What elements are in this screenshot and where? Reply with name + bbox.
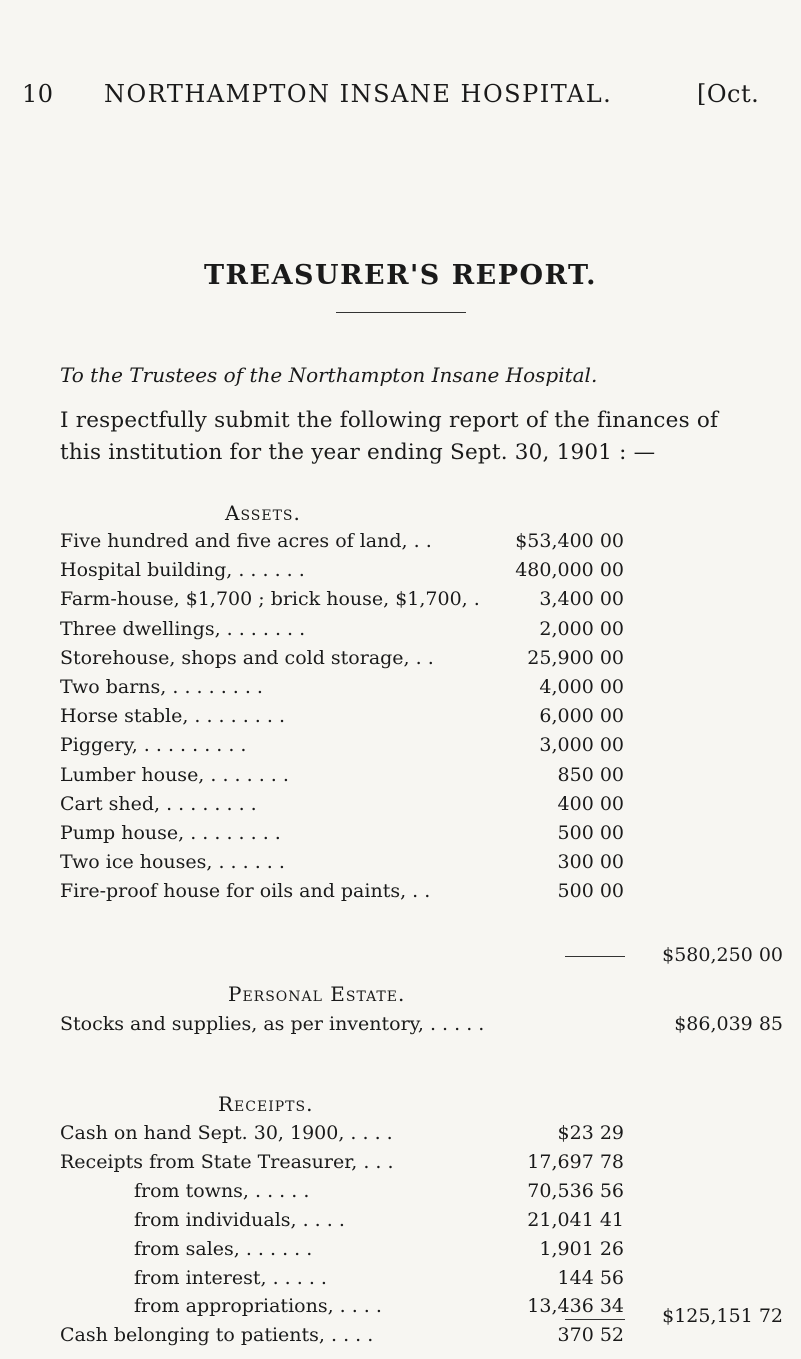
row-amount: 144 56	[557, 1266, 624, 1289]
salutation: To the Trustees of the Northampton Insane Hospital.	[60, 363, 598, 387]
table-row	[0, 618, 801, 648]
row-label: Farm-house, $1,700 ; brick house, $1,700, .	[60, 588, 480, 611]
row-label: Pump house, . . . . . . . .	[60, 822, 281, 844]
table-row	[0, 822, 801, 852]
table-row	[0, 530, 801, 560]
assets-total-rule	[565, 956, 625, 957]
row-amount: 400 00	[557, 792, 624, 815]
row-label: Horse stable, . . . . . . . .	[60, 705, 285, 728]
table-row	[0, 1324, 801, 1354]
assets-heading: Assets.	[225, 501, 301, 525]
receipts-total-rule	[565, 1319, 625, 1320]
row-amount: $53,400 00	[515, 530, 624, 552]
row-amount: 1,901 26	[539, 1237, 624, 1260]
table-row	[0, 647, 801, 677]
table-row	[0, 705, 801, 735]
personal-estate-total: $86,039 85	[674, 1013, 783, 1035]
row-label: Piggery, . . . . . . . . .	[60, 734, 247, 757]
running-title: NORTHAMPTON INSANE HOSPITAL.	[104, 80, 613, 108]
row-label: Two barns, . . . . . . . .	[60, 676, 263, 698]
table-row	[0, 559, 801, 589]
row-label: Cart shed, . . . . . . . .	[60, 792, 257, 815]
row-amount: 480,000 00	[515, 559, 624, 582]
row-amount: 13,436 34	[527, 1295, 624, 1318]
intro-line-2: this institution for the year ending Sept. 30, 1901 : —	[60, 440, 656, 465]
receipts-heading: Receipts.	[218, 1092, 314, 1116]
row-label: from sales, . . . . . .	[134, 1237, 313, 1260]
table-row	[0, 880, 801, 910]
table-row	[0, 1238, 801, 1268]
title-rule	[336, 312, 466, 313]
row-label: Receipts from State Treasurer, . . .	[60, 1150, 394, 1173]
intro-line-1: I respectfully submit the following report of the finances of	[60, 408, 719, 433]
row-amount: 3,400 00	[539, 588, 624, 611]
row-label: Five hundred and five acres of land, . .	[60, 530, 432, 552]
row-amount: $23 29	[557, 1122, 624, 1144]
row-label: Lumber house, . . . . . . .	[60, 763, 289, 786]
row-amount: 17,697 78	[527, 1150, 624, 1173]
row-label: Cash belonging to patients, . . . .	[60, 1324, 374, 1347]
row-amount: 3,000 00	[539, 734, 624, 757]
row-label: Cash on hand Sept. 30, 1900, . . . .	[60, 1122, 393, 1144]
row-amount: 25,900 00	[527, 646, 624, 669]
row-label: Two ice houses, . . . . . .	[60, 851, 285, 874]
table-row	[0, 851, 801, 881]
row-label: Storehouse, shops and cold storage, . .	[60, 646, 434, 669]
table-row	[0, 1122, 801, 1152]
table-row	[0, 1209, 801, 1239]
report-title: TREASURER'S REPORT.	[203, 260, 598, 291]
row-label: from individuals, . . . .	[134, 1208, 345, 1231]
date-bracket: [Oct.	[697, 80, 760, 108]
table-row	[0, 793, 801, 823]
row-amount: 300 00	[557, 851, 624, 874]
row-amount: 2,000 00	[539, 617, 624, 640]
row-label: Hospital building, . . . . . .	[60, 559, 305, 582]
row-amount: 500 00	[557, 822, 624, 844]
row-amount: 500 00	[557, 880, 624, 903]
table-row	[0, 1151, 801, 1181]
row-label: from appropriations, . . . .	[134, 1295, 382, 1318]
row-label: Three dwellings, . . . . . . .	[60, 617, 306, 640]
row-amount: 370 52	[557, 1324, 624, 1347]
table-row	[0, 588, 801, 618]
table-row	[0, 734, 801, 764]
row-amount: 850 00	[557, 763, 624, 786]
personal-estate-label: Stocks and supplies, as per inventory, . . . . .	[60, 1013, 485, 1035]
page-number: 10	[22, 80, 54, 108]
row-amount: 70,536 56	[527, 1179, 624, 1202]
row-amount: 21,041 41	[527, 1208, 624, 1231]
receipts-total: $125,151 72	[662, 1305, 783, 1327]
row-amount: 6,000 00	[539, 705, 624, 728]
row-amount: 4,000 00	[539, 676, 624, 698]
table-row	[0, 1180, 801, 1210]
table-row	[0, 676, 801, 706]
table-row	[0, 1267, 801, 1297]
assets-total: $580,250 00	[662, 944, 783, 966]
personal-estate-heading: Personal Estate.	[228, 982, 406, 1006]
row-label: Fire-proof house for oils and paints, . .	[60, 880, 431, 903]
row-label: from towns, . . . . .	[134, 1179, 310, 1202]
table-row	[0, 764, 801, 794]
row-label: from interest, . . . . .	[134, 1266, 327, 1289]
